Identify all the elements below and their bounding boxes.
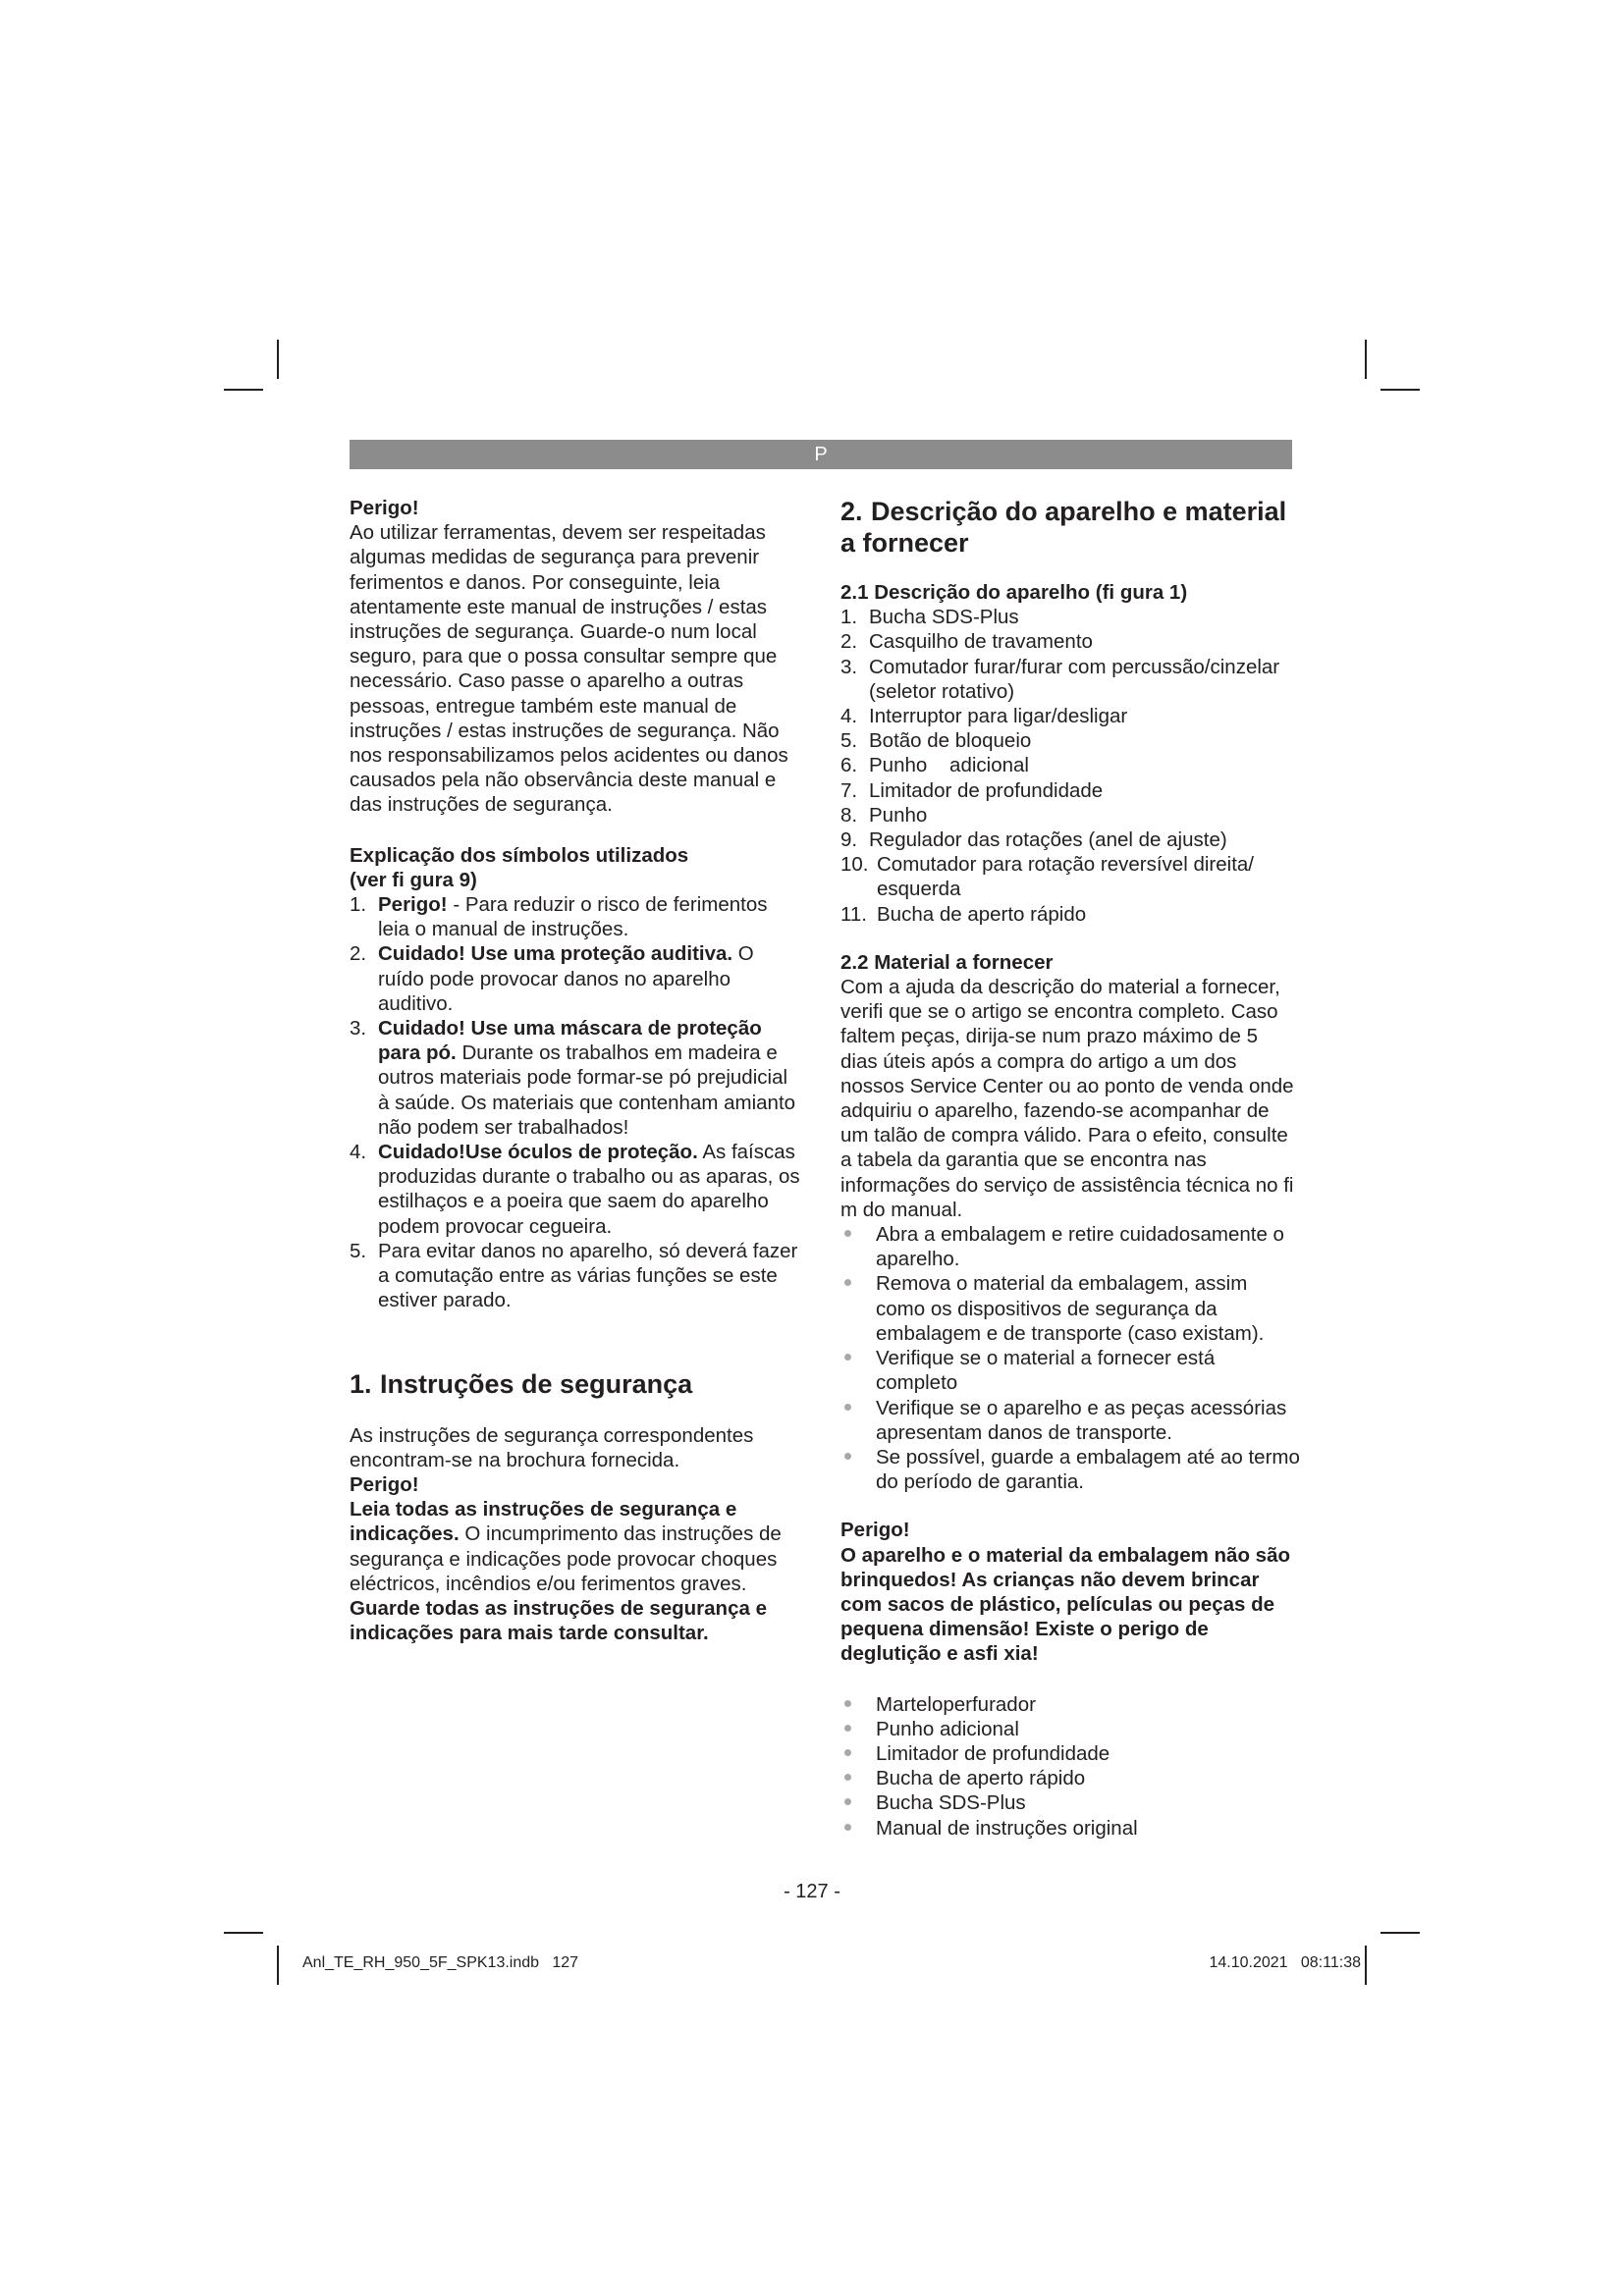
crop-mark <box>224 1932 263 1934</box>
crop-mark <box>1365 1946 1367 1985</box>
list-item: Marteloperfurador <box>840 1692 1300 1717</box>
crop-mark <box>1380 389 1420 391</box>
bullet-icon <box>840 1766 876 1790</box>
section-1-read-warning: Leia todas as instruções de segurança e indicações. O incumprimento das instruções de segurança e indicações pode provocar choques eléctricos, incêndios e/ou ferimentos graves. <box>350 1498 782 1595</box>
list-item: Limitador de profundidade <box>840 1741 1300 1766</box>
list-item: 3. Comutador furar/furar com percussão/cinzelar (seletor rotativo) <box>840 655 1280 703</box>
subsection-2-1-heading: 2.1 Descrição do aparelho (fi gura 1) <box>840 581 1188 604</box>
section-1-keep-instructions: Guarde todas as instruções de segurança e indicações para mais tarde consultar. <box>350 1596 767 1645</box>
right-column <box>840 496 1300 1841</box>
section-1-heading: 1. Instruções de segurança <box>350 1368 693 1399</box>
list-item: Abra a embalagem e retire cuidadosamente o aparelho. <box>840 1222 1300 1271</box>
bullet-icon <box>840 1346 876 1395</box>
page-number: - 127 - <box>784 1881 840 1902</box>
list-item: 5. Para evitar danos no aparelho, só deverá fazer a comutação entre as várias funções se este estiver parado. <box>350 1239 798 1312</box>
subsection-2-2-heading: 2.2 Material a fornecer <box>840 950 1054 974</box>
list-item: 8. Punho <box>840 803 928 827</box>
list-item: 3. Cuidado! Use uma máscara de proteção para pó. Durante os trabalhos em madeira e outros materiais pode formar-se pó prejudicial à saúde. Os materiais que contenham amianto não podem ser trabalhados! <box>350 1017 796 1139</box>
bullet-icon <box>840 1717 876 1741</box>
crop-mark <box>1365 340 1367 379</box>
danger-title-right: Perigo! <box>840 1519 910 1542</box>
unpacking-steps-list <box>840 1222 1300 1494</box>
footer-file-name: Anl_TE_RH_950_5F_SPK13.indb 127 <box>302 1954 579 1971</box>
crop-mark <box>277 1946 279 1985</box>
list-item: Bucha de aperto rápido <box>840 1766 1300 1790</box>
bullet-icon <box>840 1445 876 1494</box>
footer-timestamp: 14.10.2021 08:11:38 <box>1209 1954 1361 1971</box>
bullet-icon <box>840 1816 876 1841</box>
bullet-icon <box>840 1790 876 1815</box>
list-item: Manual de instruções original <box>840 1816 1300 1841</box>
delivery-contents-list <box>840 1692 1300 1841</box>
danger-paragraph: Ao utilizar ferramentas, devem ser respeitadas algumas medidas de segurança para prevenir ferimentos e danos. Por conseguinte, leia atentamente este manual de instruções / estas instruções de segurança. Guarde-o num local seguro, para que o possa consultar sempre que necessário. Caso passe o aparelho a outras pessoas, entregue também este manual de instruções / estas instruções de segurança. Não nos responsabilizamos pelos acidentes ou danos causados pela não observância deste manual e das instruções de segurança. <box>350 521 788 817</box>
subsection-2-2-paragraph: Com a ajuda da descrição do material a fornecer, verifi que se o artigo se encontra completo. Caso faltem peças, dirija-se num prazo máximo de 5 dias úteis após a compra do artigo a um dos nossos Service Center ou ao ponto de venda onde adquiriu o aparelho, fazendo-se acompanhar de um talão de compra válido. Para o efeito, consulte a tabela da garantia que se encontra nas informações do serviço de assistência técnica no fi m do manual. <box>840 976 1294 1221</box>
list-item: 2. Cuidado! Use uma proteção auditiva. O ruído pode provocar danos no aparelho auditivo. <box>350 942 754 1015</box>
list-item: 5. Botão de bloqueio <box>840 729 1032 753</box>
crop-mark <box>277 340 279 379</box>
crop-mark <box>1380 1932 1420 1934</box>
section-2-heading-cont: a fornecer <box>840 528 969 558</box>
bullet-icon <box>840 1271 876 1346</box>
crop-mark <box>224 389 263 391</box>
bullet-icon <box>840 1222 876 1271</box>
list-item: 1. Bucha SDS-Plus <box>840 606 1019 629</box>
section-2-heading: 2. Descrição do aparelho e material <box>840 497 1287 526</box>
list-item: Verifique se o material a fornecer está completo <box>840 1346 1300 1395</box>
list-item: 2. Casquilho de travamento <box>840 630 1093 654</box>
symbols-heading: Explicação dos símbolos utilizados <box>350 843 689 867</box>
list-item: 9. Regulador das rotações (anel de ajuste) <box>840 828 1227 852</box>
list-item: 7. Limitador de profundidade <box>840 778 1104 802</box>
parts-list <box>840 605 1300 927</box>
list-item: 4. Interruptor para ligar/desligar <box>840 705 1128 728</box>
list-item: 11. Bucha de aperto rápido <box>840 902 1087 926</box>
danger-warning-children: O aparelho e o material da embalagem não são brinquedos! As crianças não devem brincar com sacos de plástico, películas ou peças de pequena dimensão! Existe o perigo de deglutição e asfi xia! <box>840 1543 1290 1666</box>
list-item: 4. Cuidado!Use óculos de proteção. As faíscas produzidas durante o trabalho ou as aparas, os estilhaços e a poeira que saem do aparelho podem provocar cegueira. <box>350 1141 800 1238</box>
left-column <box>350 496 803 1645</box>
bullet-icon <box>840 1692 876 1717</box>
symbols-heading-figure: (ver fi gura 9) <box>350 868 477 891</box>
language-label: P <box>814 444 828 465</box>
symbols-list <box>350 892 803 1312</box>
list-item: 6. Punho adicional <box>840 754 1029 777</box>
list-item: Se possível, guarde a embalagem até ao termo do período de garantia. <box>840 1445 1300 1494</box>
list-item: Bucha SDS-Plus <box>840 1790 1300 1815</box>
bullet-icon <box>840 1741 876 1766</box>
list-item: Remova o material da embalagem, assim como os dispositivos de segurança da embalagem e de transporte (caso existam). <box>840 1271 1300 1346</box>
list-item: 10. Comutador para rotação reversível direita/ esquerda <box>840 853 1254 901</box>
language-header-bar <box>350 440 1292 469</box>
list-item: 1. Perigo! - Para reduzir o risco de ferimentos leia o manual de instruções. <box>350 893 768 941</box>
bullet-icon <box>840 1396 876 1445</box>
danger-title: Perigo! <box>350 497 419 519</box>
list-item: Punho adicional <box>840 1717 1300 1741</box>
section-1-danger: Perigo! <box>350 1472 419 1496</box>
list-item: Verifique se o aparelho e as peças acessórias apresentam danos de transporte. <box>840 1396 1300 1445</box>
section-1-intro: As instruções de segurança correspondentes encontram-se na brochura fornecida. <box>350 1423 754 1471</box>
